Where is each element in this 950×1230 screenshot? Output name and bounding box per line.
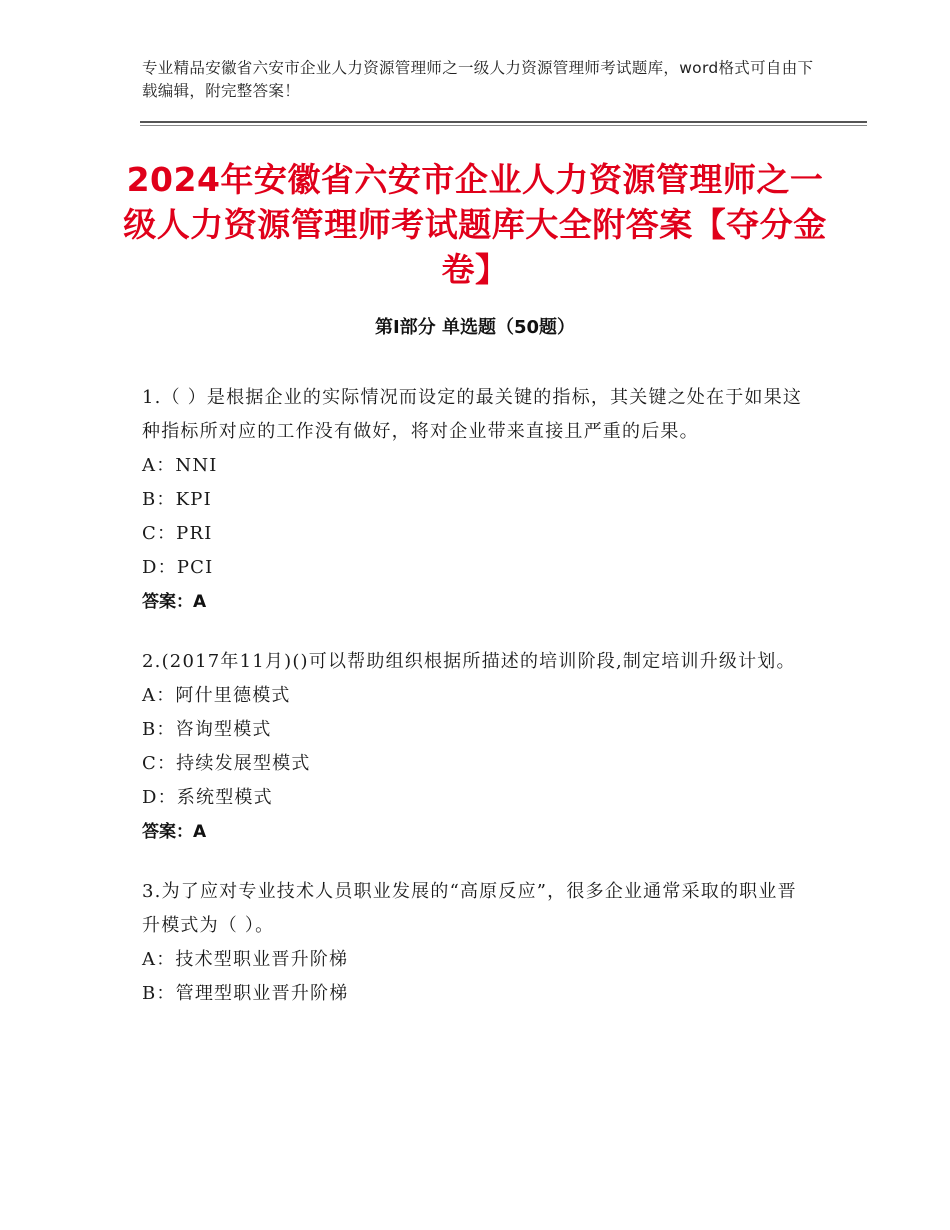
option-b: B：KPI [142,489,212,510]
answer-label: 答案：A [142,592,207,612]
header-rule-thick [140,121,867,123]
section-heading: 第Ⅰ部分 单选题（50题） [374,317,575,338]
header-rule-thin [140,125,867,126]
question-2 [142,645,814,849]
question-list [142,381,814,1037]
question-stem: 2.(2017年11月)()可以帮助组织根据所描述的培训阶段,制定培训升级计划。 [142,651,796,672]
question-3 [142,875,814,1011]
option-c: C：持续发展型模式 [142,753,311,774]
answer-label: 答案：A [142,822,207,842]
question-1 [142,381,814,619]
option-d: D：PCI [142,557,214,578]
option-b: B：管理型职业晋升阶梯 [142,983,349,1004]
header-note: 专业精品安徽省六安市企业人力资源管理师之一级人力资源管理师考试题库，word格式可自由下载编辑，附完整答案！ [142,59,814,100]
option-a: A：阿什里德模式 [142,685,291,706]
option-b: B：咨询型模式 [142,719,272,740]
question-stem: 3.为了应对专业技术人员职业发展的“高原反应”，很多企业通常采取的职业晋升模式为（ ）。 [142,881,797,936]
option-d: D：系统型模式 [142,787,273,808]
option-c: C：PRI [142,523,213,544]
question-stem: 1.（ ）是根据企业的实际情况而设定的最关键的指标，其关键之处在于如果这种指标所对应的工作没有做好，将对企业带来直接且严重的后果。 [142,387,803,442]
document-title: 2024年安徽省六安市企业人力资源管理师之一级人力资源管理师考试题库大全附答案【夺分金卷】 [123,160,827,289]
option-a: A：NNI [142,455,218,476]
option-a: A：技术型职业晋升阶梯 [142,949,349,970]
